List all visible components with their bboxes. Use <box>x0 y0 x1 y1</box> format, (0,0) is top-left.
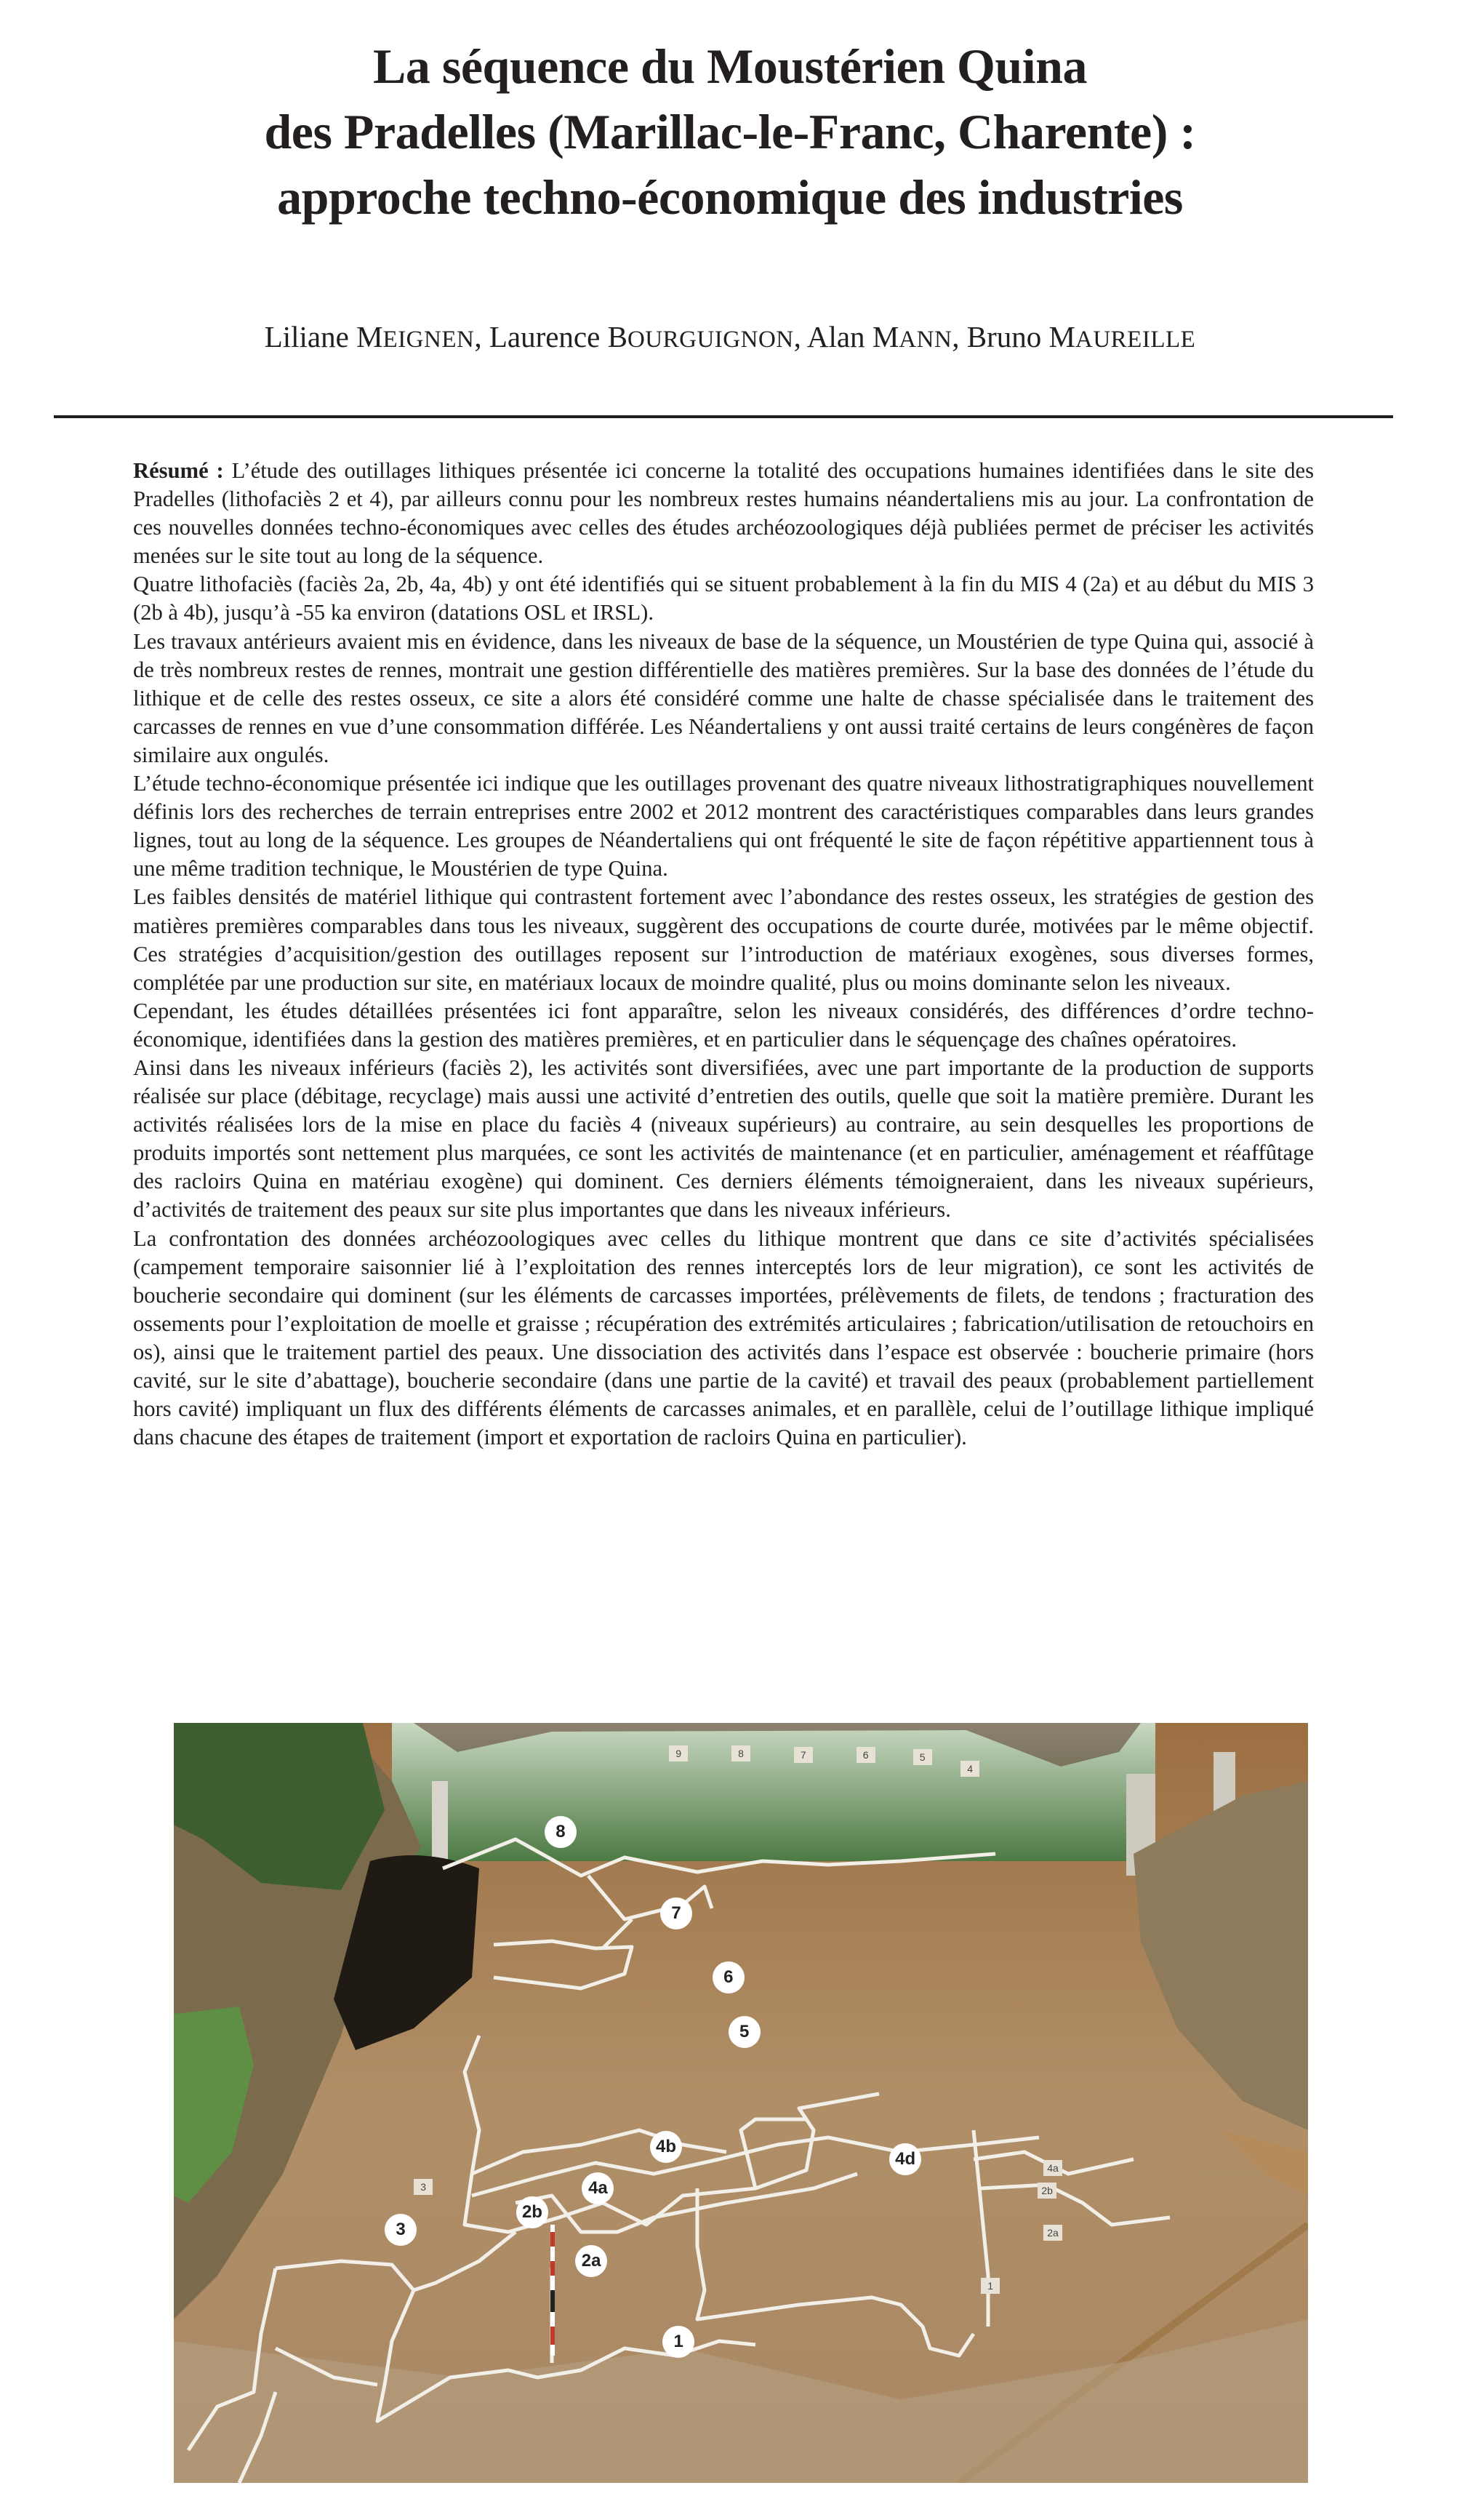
excavation-photo <box>174 1723 1308 2483</box>
layer-tag: 4a <box>1043 2160 1062 2176</box>
grid-sign: 5 <box>913 1749 932 1765</box>
layer-label: 1 <box>662 2326 694 2358</box>
abstract-paragraph: Les faibles densités de matériel lithique qui contrastent fortement avec l’abondance des restes osseux, les stratégies de gestion des matières premières comparables dans tous les niveaux, suggèrent des occupations de courte durée, motivées par le même objectif. Ces stratégies d’acquisition/gestion des outillages reposent sur l’introduction de matériaux exogènes, sous diverses formes, complétée par une production sur site, en matériaux locaux de moindre qualité, plus ou moins dominante selon les niveaux. <box>133 884 1314 995</box>
abstract-paragraph: Cependant, les études détaillées présentées ici font apparaître, selon les niveaux considérés, des différences d’ordre techno-économique, identifiées dans la gestion des matières premières, et en particulier dans le séquençage des chaînes opératoires. <box>133 998 1314 1052</box>
layer-label: 7 <box>660 1897 692 1929</box>
abstract-label: Résumé : <box>133 458 224 483</box>
abstract-paragraph: Les travaux antérieurs avaient mis en évidence, dans les niveaux de base de la séquence, un Moustérien de type Quina qui, associé à de très nombreux restes de rennes, montrait une gestion différentielle des matières premières. Sur la base des données de l’étude du lithique et de celle des restes osseux, ce site a alors été considéré comme une halte de chasse spécialisée dans le traitement des carcasses de rennes en vue d’une consommation différée. Les Néandertaliens y ont aussi traité certains de leurs congénères de façon similaire aux ongulés. <box>133 628 1314 767</box>
layer-label: 4b <box>650 2131 682 2163</box>
author: Bruno MAUREILLE <box>966 320 1196 353</box>
layer-tag: 2b <box>1038 2183 1056 2199</box>
author-list <box>0 319 1460 358</box>
grid-sign: 7 <box>794 1747 813 1763</box>
header-divider <box>54 415 1393 418</box>
layer-label: 8 <box>545 1816 577 1848</box>
title-line-1: La séquence du Moustérien Quina <box>373 39 1087 94</box>
layer-label: 5 <box>729 2016 761 2048</box>
abstract-paragraph: Quatre lithofaciès (faciès 2a, 2b, 4a, 4b) y ont été identifiés qui se situent probablement à la fin du MIS 4 (2a) et au début du MIS 3 (2b à 4b), jusqu’à -55 ka environ (datations OSL et IRSL). <box>133 572 1314 625</box>
abstract-paragraph: Résumé : L’étude des outillages lithiques présentée ici concerne la totalité des occupations humaines identifiées dans le site des Pradelles (lithofaciès 2 et 4), par ailleurs connu pour les nombreux restes humains néandertaliens mis au jour. La confrontation de ces nouvelles données techno-économiques avec celles des études archéozoologiques déjà publiées permet de préciser les activités menées sur le site tout au long de la séquence. <box>133 458 1314 569</box>
layer-label: 2b <box>516 2196 548 2228</box>
abstract-paragraph: La confrontation des données archéozoologiques avec celles du lithique montrent que dans ce site d’activités spécialisées (campement temporaire saisonnier lié à l’exploitation des rennes interceptés lors de leur migration), ce sont les activités de boucherie secondaire qui dominent (sur les éléments de carcasses importées, prélèvements de filets, de tendons ; fracturation des ossements pour l’exploitation de moelle et graisse ; récupération des extrémités articulaires ; fabrication/utilisation de retouchoirs en os), ainsi que le traitement partiel des peaux. Une dissociation des activités dans l’espace est observée : boucherie primaire (hors cavité, sur le site d’abattage), boucherie secondaire (dans une partie de la cavité) et travail des peaux (probablement partiellement hors cavité) impliquant un flux des différents éléments de carcasses animales, et en parallèle, celui de l’outillage lithique impliqué dans chacune des étapes de traitement (import et exportation de racloirs Quina en particulier). <box>133 1225 1314 1450</box>
article-title <box>0 33 1460 230</box>
layer-label: 4d <box>889 2143 921 2175</box>
grid-sign: 9 <box>669 1745 688 1761</box>
author: Laurence BOURGUIGNON, <box>489 320 807 353</box>
grid-sign: 6 <box>857 1747 875 1763</box>
layer-tag: 3 <box>414 2179 433 2195</box>
layer-label: 4a <box>582 2172 614 2204</box>
photo-scene <box>174 1723 1308 2483</box>
author: Liliane MEIGNEN, <box>264 320 489 353</box>
layer-label: 6 <box>713 1961 745 1993</box>
layer-tag: 2a <box>1043 2225 1062 2241</box>
measuring-stick <box>550 2225 555 2356</box>
title-line-2: des Pradelles (Marillac-le-Franc, Charente) : <box>264 104 1196 159</box>
title-line-3: approche techno-économique des industries <box>277 169 1183 225</box>
layer-label: 2a <box>575 2245 607 2277</box>
shelter-post <box>432 1781 448 1861</box>
abstract-paragraph: L’étude techno-économique présentée ici indique que les outillages provenant des quatre niveaux lithostratigraphiques nouvellement définis lors des recherches de terrain entreprises entre 2002 et 2012 montrent des caractéristiques comparables dans leurs grandes lignes, tout au long de la séquence. Les groupes de Néandertaliens qui ont fréquenté le site de façon répétitive appartiennent tous à une même tradition technique, le Moustérien de type Quina. <box>133 771 1314 881</box>
layer-label: 3 <box>385 2214 417 2246</box>
author: Alan MANN, <box>806 320 967 353</box>
layer-tag: 1 <box>981 2278 1000 2294</box>
abstract-paragraph: Ainsi dans les niveaux inférieurs (faciès 2), les activités sont diversifiées, avec une part importante de la production de supports réalisée sur place (débitage, recyclage) mais aussi une activité d’entretien des outils, quelle que soit la matière première. Durant les activités réalisées lors de la mise en place du faciès 4 (niveaux supérieurs) au contraire, au sein desquelles les proportions de produits importés sont nettement plus marquées, ce sont les activités de maintenance (et en particulier, aménagement et réaffûtage des racloirs Quina en matériau exogène) qui dominent. Ces derniers éléments témoigneraient, dans les niveaux supérieurs, d’activités de traitement des peaux sur site plus importantes que dans les niveaux inférieurs. <box>133 1055 1314 1223</box>
grid-sign: 4 <box>960 1761 979 1777</box>
grid-sign: 8 <box>731 1745 750 1761</box>
abstract <box>133 457 1314 1452</box>
